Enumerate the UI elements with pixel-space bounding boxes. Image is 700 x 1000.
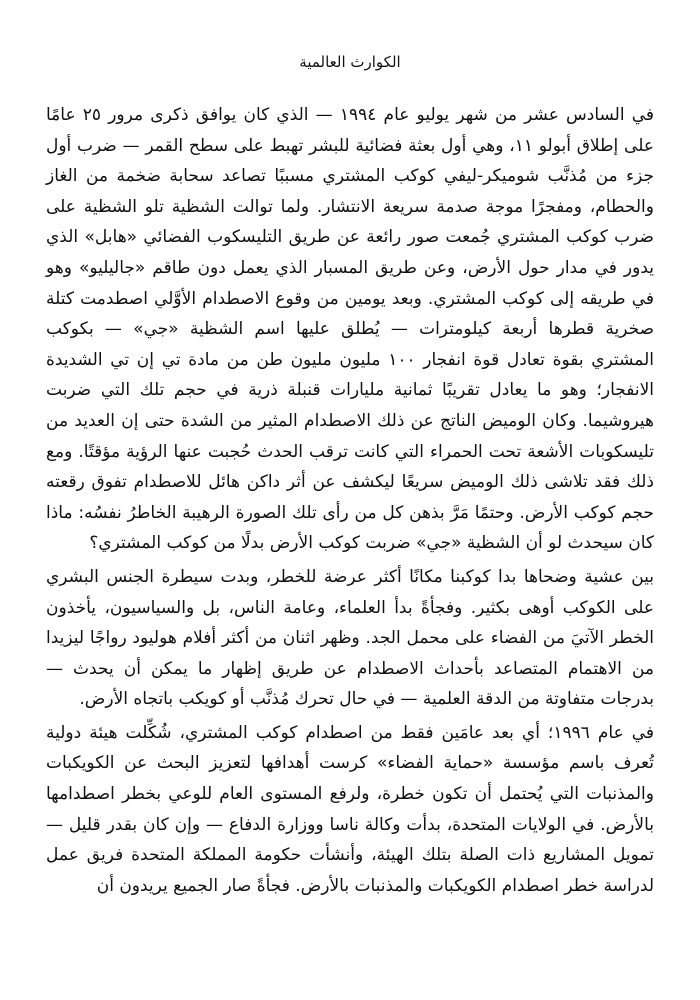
paragraph: في عام ١٩٩٦؛ أي بعد عامَين فقط من اصطدام كوكب المشتري، شُكِّلت هيئة دولية تُعرف باسم مؤسسة «حماية الفضاء» كرست أهدافها لتعزيز البحث عن الكويكبات والمذنبات التي يُحتمل أن تكون خطرة، ولرفع المستوى العام للوعي بخطر اصطدامها بالأرض. في الولايات المتحدة، بدأت وكالة ناسا ووزارة الدفاع — وإن كان بقدر قليل — تمويل المشاريع ذات الصلة بتلك الهيئة، وأنشأت حكومة المملكة المتحدة فريق عمل لدراسة خطر اصطدام الكويكبات والمذنبات بالأرض. فجأةً صار الجميع يريدون أن [46,722,655,896]
body-text [46,100,654,901]
paragraph: بين عشية وضحاها بدا كوكبنا مكانًا أكثر عرضة للخطر، وبدت سيطرة الجنس البشري على الكوكب أوهى بكثير. وفجأةً بدأ العلماء، وعامة الناس، بل والسياسيون، يأخذون الخطر الآتيَ من الفضاء على محمل الجد. وظهر اثنان من أكثر أفلام هوليود رواجًا ليزيدا من الاهتمام المتصاعد بأحداث الاصطدام عن طريق إظهار ما يمكن أن يحدث — بدرجات متفاوتة من الدقة العلمية — في حال تحرك مُذنَّب أو كويكب باتجاه الأرض. [46,566,654,710]
paragraph: في السادس عشر من شهر يوليو عام ١٩٩٤ — الذي كان يوافق ذكرى مرور ٢٥ عامًا على إطلاق أبولو ١١، وهي أول بعثة فضائية للبشر تهبط على سطح القمر — ضرب أول جزء من مُذنَّب شوميكر-ليفي كوكب المشتري مسببًا تصاعد سحابة ضخمة من الغاز والحطام، ومفجرًا موجة صدمة سريعة الانتشار. ولما توالت الشظية تلو الشظية على ضرب كوكب المشتري جُمعت صور رائعة عن طريق التليسكوب الفضائي «هابل» الذي يدور في مدار حول الأرض، وعن طريق المسبار الذي يعمل دون طاقم «جاليليو» وهو في طريقه إلى كوكب المشتري. وبعد يومين من وقوع الاصطدام الأوَّلي اصطدمت كتلة صخرية قطرها أربعة كيلومترات — يُطلق عليها اسم الشظية «جي» — بكوكب المشتري بقوة تعادل قوة انفجار ١٠٠ مليون مليون طن من مادة تي إن تي الشديدة الانفجار؛ وهو ما يعادل تقريبًا ثمانية مليارات قنبلة ذرية في حجم تلك التي ضربت هيروشيما. وكان الوميض الناتج عن ذلك الاصطدام المثير من الشدة حتى إن العديد من تليسكوبات الأشعة تحت الحمراء التي كانت ترقب الحدث حُجبت عنها الرؤية مؤقتًا. ومع ذلك فقد تلاشى ذلك الوميض سريعًا ليكشف عن أثر داكن هائل للاصطدام تفوق رقعته حجم كوكب الأرض. وحتمًا مَرَّ بذهن كل من رأى تلك الصورة الرهيبة الخاطرُ نفسُه: ماذا كان سيحدث لو أن الشظية «جي» ضربت كوكب الأرض بدلًا من كوكب المشتري؟ [46,105,655,554]
running-header: الكوارث العالمية [299,53,401,71]
